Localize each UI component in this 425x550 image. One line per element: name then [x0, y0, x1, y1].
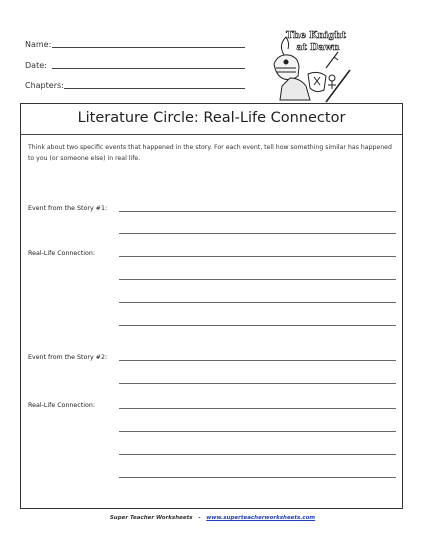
logo-title-line2: at Dawn [296, 42, 340, 53]
worksheet-box [20, 103, 403, 509]
writing-line[interactable] [119, 454, 396, 455]
date-label: Date: [25, 61, 47, 70]
writing-line[interactable] [119, 325, 396, 326]
writing-line[interactable] [119, 408, 396, 409]
writing-line[interactable] [119, 233, 396, 234]
event-2-label: Event from the Story #2: [28, 354, 108, 361]
footer-separator: - [198, 515, 201, 521]
name-label: Name: [25, 40, 52, 49]
connection-1-label: Real-Life Connection: [28, 250, 95, 257]
writing-line[interactable] [119, 360, 396, 361]
date-field-line[interactable] [52, 68, 245, 69]
logo-title-line1: The Knight [285, 30, 347, 41]
connection-2-label: Real-Life Connection: [28, 402, 95, 409]
footer-url-link[interactable]: www.superteacherworksheets.com [206, 515, 316, 521]
chapters-field-line[interactable] [64, 88, 245, 89]
name-field-line[interactable] [52, 47, 245, 48]
chapters-label: Chapters: [25, 81, 64, 90]
instructions-text: Think about two specific events that happened in the story. For each event, tell how something similar has happened to you (or someone else) in real life. [28, 144, 392, 162]
event-1-label: Event from the Story #1: [28, 205, 108, 212]
writing-line[interactable] [119, 431, 396, 432]
writing-line[interactable] [119, 477, 396, 478]
writing-line[interactable] [119, 211, 396, 212]
writing-line[interactable] [119, 383, 396, 384]
writing-line[interactable] [119, 256, 396, 257]
footer [0, 515, 425, 521]
writing-line[interactable] [119, 302, 396, 303]
title-divider [21, 134, 402, 135]
footer-brand: Super Teacher Worksheets [109, 515, 193, 521]
worksheet-title: Literature Circle: Real-Life Connector [77, 110, 346, 126]
knight-logo [268, 24, 352, 104]
writing-line[interactable] [119, 279, 396, 280]
